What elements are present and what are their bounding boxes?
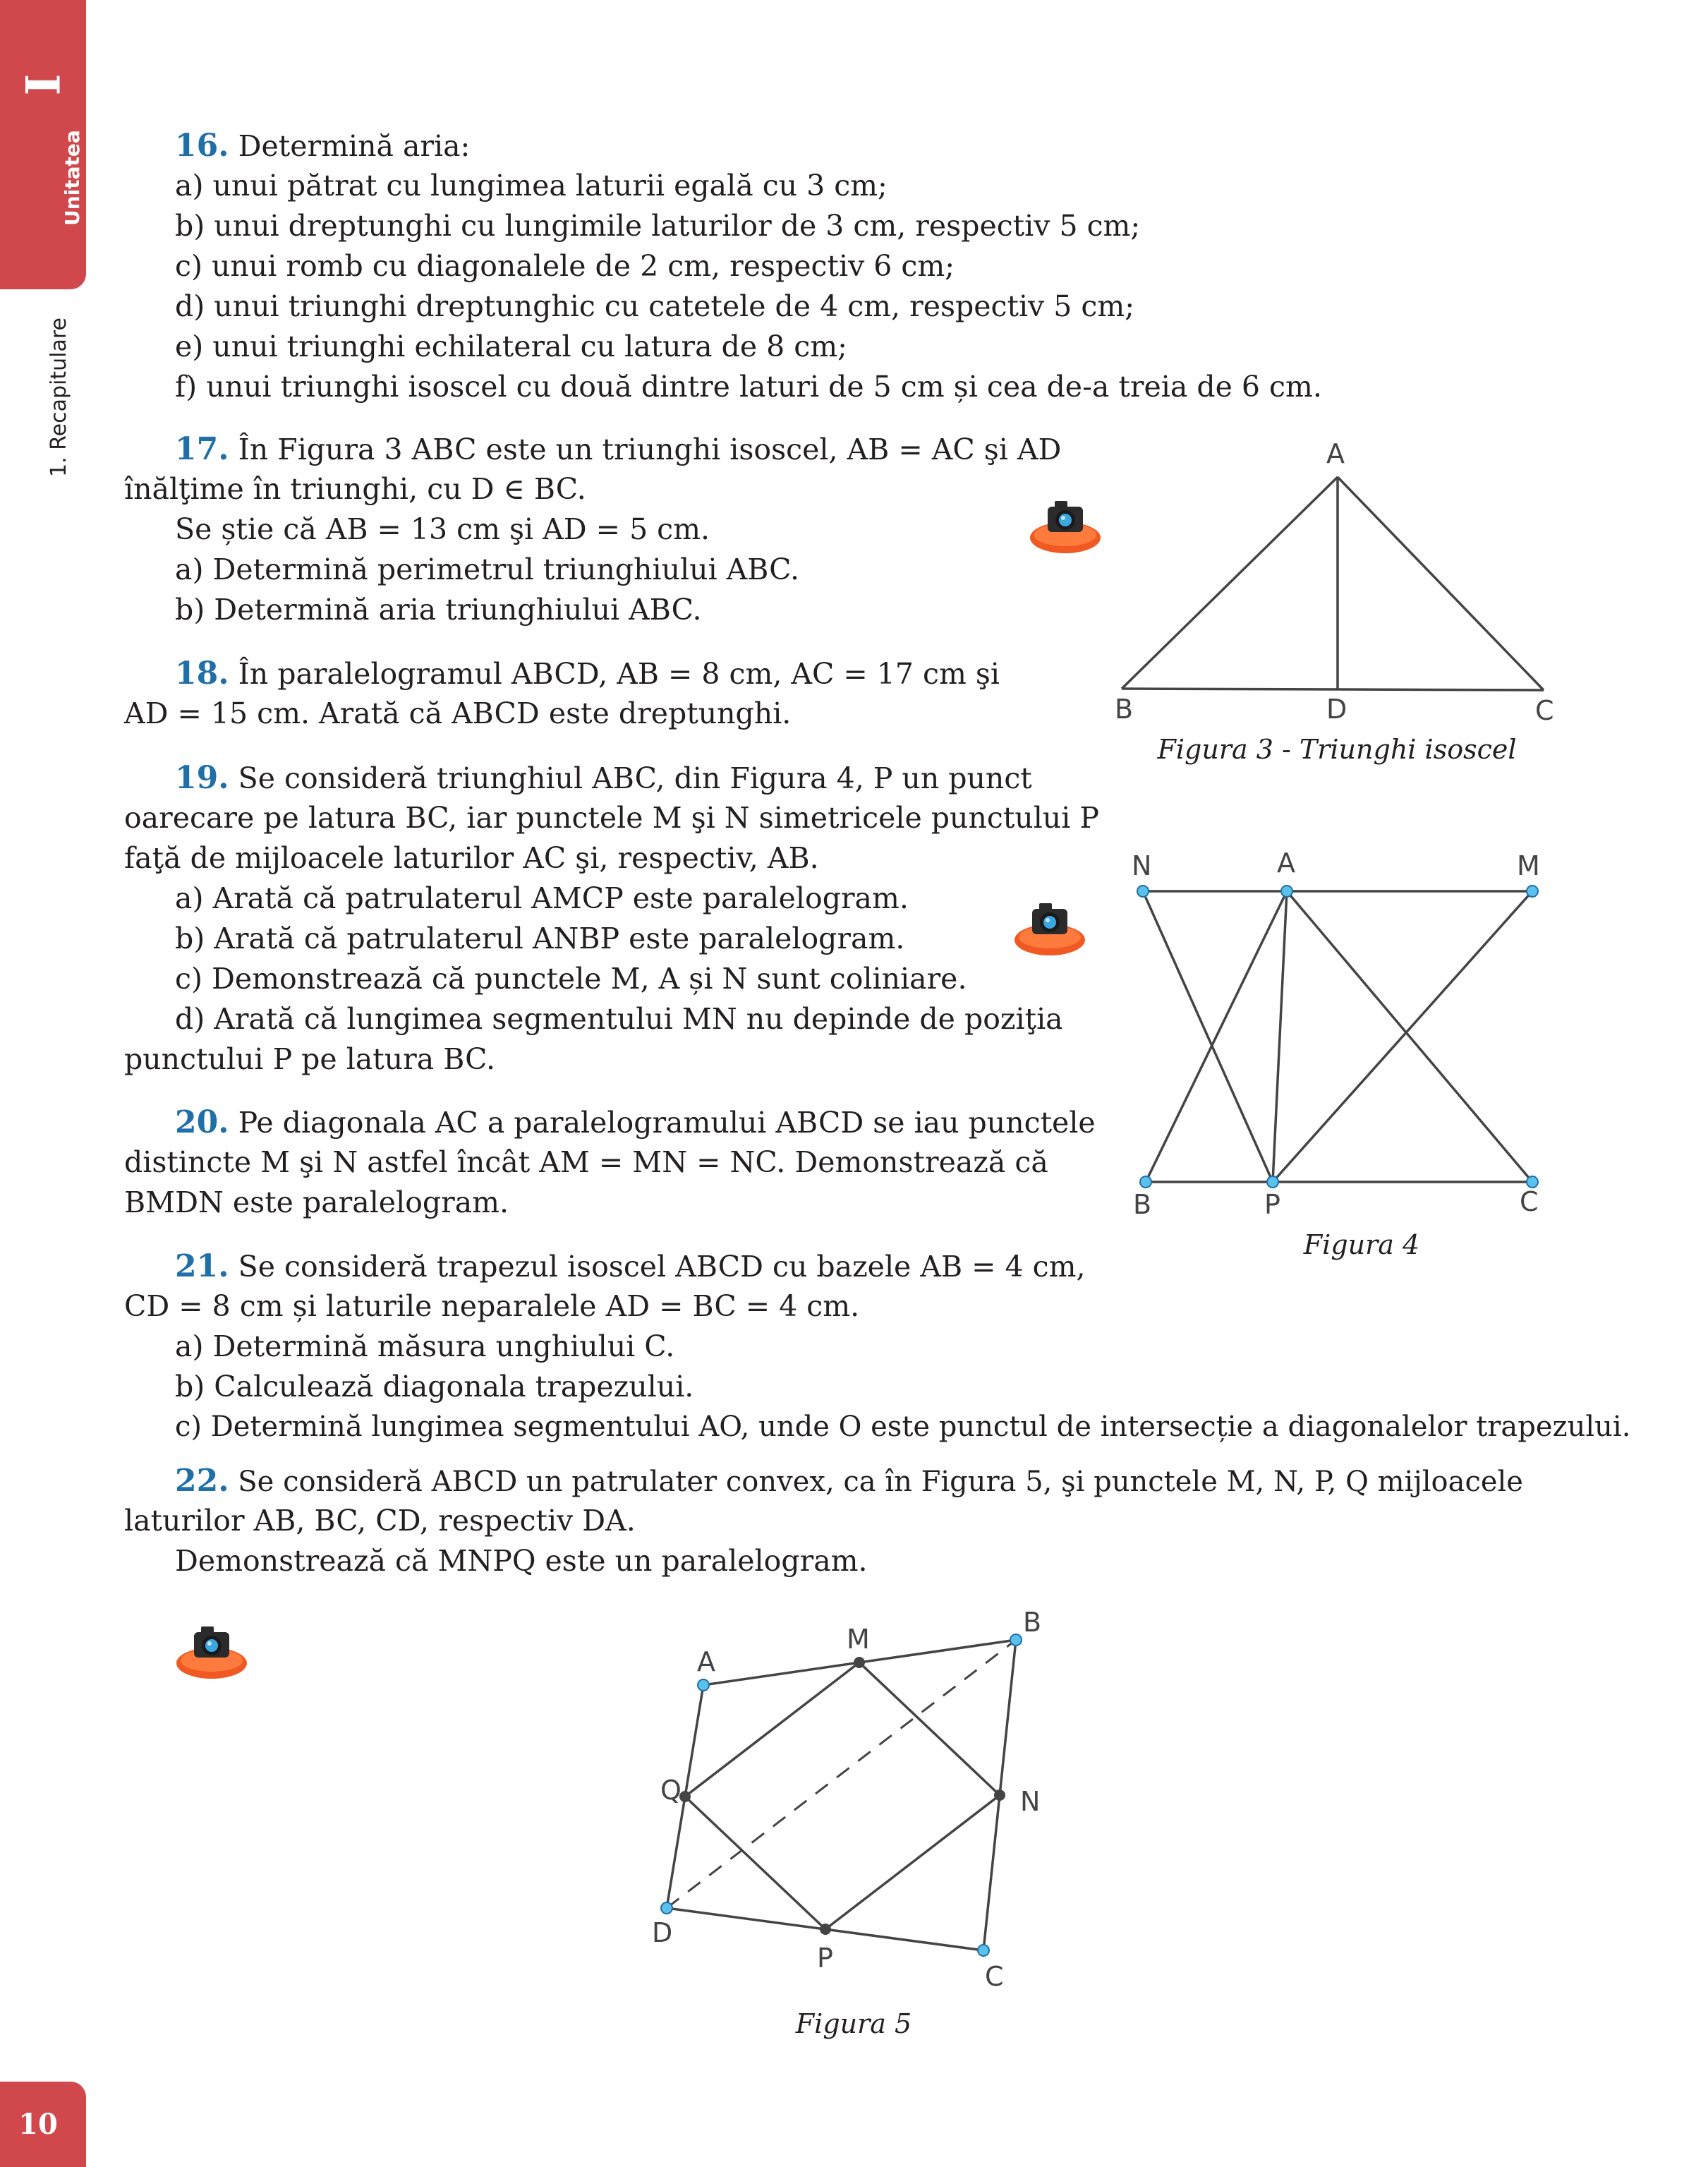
problem-text: Demonstrează că MNPQ este un paralelogram. — [175, 1544, 868, 1578]
problem-text: d) unui triunghi dreptunghic cu catetele de 4 cm, respectiv 5 cm; — [175, 289, 1135, 323]
figure-3-caption: Figura 3 - Triunghi isoscel — [1157, 734, 1517, 765]
problem-text: AD = 15 cm. Arată că ABCD este dreptunghi. — [124, 696, 792, 730]
problem-text: Determină aria: — [238, 129, 471, 163]
segment-pq — [685, 1797, 825, 1929]
problem-text: laturilor AB, BC, CD, respectiv DA. — [124, 1504, 636, 1538]
label-b: B — [1115, 694, 1134, 725]
problem-text: b) Determină aria triunghiului ABC. — [175, 593, 702, 627]
problem-text: În paralelogramul ABCD, AB = 8 cm, AC = 17 cm şi — [238, 657, 1000, 691]
problem-text: c) Demonstrează că punctele M, A și N sunt coliniare. — [175, 962, 967, 996]
label-d: D — [1326, 694, 1347, 725]
problem-text: oarecare pe latura BC, iar punctele M şi N simetricele punctului P — [124, 801, 1099, 835]
problem-text: c) Determină lungimea segmentului AO, unde O este punctul de intersecție a diagonalelor trapezului. — [175, 1411, 1631, 1443]
label-b: B — [1133, 1189, 1152, 1220]
point-p — [820, 1924, 831, 1935]
problem-text: În Figura 3 ABC este un triunghi isoscel, AB = AC şi AD — [238, 433, 1062, 466]
problem-text: a) Arată că patrulaterul AMCP este paralelogram. — [175, 881, 909, 915]
problem-text: faţă de mijloacele laturilor AC şi, respectiv, AB. — [124, 841, 819, 875]
problem-text: a) Determină măsura unghiului C. — [175, 1329, 675, 1363]
label-a: A — [1277, 847, 1295, 879]
point-m — [854, 1657, 865, 1668]
problem-number: 17. — [175, 431, 229, 467]
problem-text: înălţime în triunghi, cu D ∈ BC. — [124, 472, 586, 506]
problem-text: c) unui romb cu diagonalele de 2 cm, respectiv 6 cm; — [175, 249, 955, 283]
camera-icon[interactable] — [173, 1619, 250, 1683]
problem-number: 22. — [175, 1463, 229, 1499]
problem-text: b) Calculează diagonala trapezului. — [175, 1370, 694, 1404]
problem-number: 19. — [175, 760, 229, 796]
problem-text: b) Arată că patrulaterul ANBP este paralelogram. — [175, 922, 905, 955]
segment-np — [1143, 891, 1273, 1182]
problem-text: Se știe că AB = 13 cm şi AD = 5 cm. — [175, 512, 710, 546]
problem-text: b) unui dreptunghi cu lungimile laturilor de 3 cm, respectiv 5 cm; — [175, 209, 1141, 243]
segment-ac — [1338, 477, 1544, 690]
point-n — [1137, 886, 1149, 897]
point-b — [1010, 1634, 1022, 1646]
unit-label: Unitatea — [61, 130, 84, 226]
point-p — [1267, 1176, 1278, 1188]
label-a: A — [1326, 438, 1345, 469]
page-number: 10 — [18, 2108, 58, 2141]
figure-4-caption: Figura 4 — [1303, 1229, 1420, 1260]
problem-text: Se consideră ABCD un patrulater convex, ca în Figura 5, şi punctele M, N, P, Q mijloacele — [238, 1466, 1523, 1498]
segment-qm — [685, 1662, 859, 1797]
label-q: Q — [660, 1775, 682, 1806]
problem-number: 20. — [175, 1104, 229, 1140]
label-a: A — [697, 1646, 715, 1677]
problem-text: Se consideră trapezul isoscel ABCD cu bazele AB = 4 cm, — [238, 1250, 1086, 1284]
problem-text: d) Arată că lungimea segmentului MN nu depinde de poziţia — [175, 1002, 1063, 1036]
label-d: D — [652, 1917, 673, 1948]
segment-ac — [1287, 891, 1532, 1182]
segment-ap — [1273, 891, 1287, 1182]
label-c: C — [1520, 1186, 1539, 1217]
point-c — [978, 1945, 989, 1956]
figure-3-triangle — [1101, 423, 1580, 734]
label-n: N — [1132, 850, 1152, 881]
problem-text: e) unui triunghi echilateral cu latura de 8 cm; — [175, 330, 847, 363]
label-n: N — [1020, 1786, 1041, 1817]
point-a — [698, 1679, 709, 1691]
diagonal-db — [667, 1640, 1016, 1908]
segment-np — [825, 1795, 1000, 1929]
label-p: P — [817, 1943, 833, 1974]
label-c: C — [1535, 695, 1554, 726]
point-d — [661, 1902, 672, 1914]
camera-icon[interactable] — [1026, 494, 1104, 557]
figure-5-quadrilateral — [635, 1588, 1086, 1997]
point-a — [1281, 886, 1292, 897]
figure-4-diagram — [1108, 840, 1573, 1235]
point-n — [994, 1789, 1005, 1801]
segment-ab — [1122, 477, 1338, 689]
segment-mp — [1273, 891, 1532, 1182]
label-p: P — [1264, 1189, 1280, 1220]
point-m — [1527, 886, 1538, 897]
problem-text: a) Determină perimetrul triunghiului ABC. — [175, 553, 800, 586]
problem-text: distincte M şi N astfel încât AM = MN = NC. Demonstrează că — [124, 1145, 1048, 1179]
label-m: M — [847, 1624, 870, 1655]
problem-text: Se consideră triunghiul ABC, din Figura 4, P un punct — [238, 761, 1032, 795]
label-b: B — [1023, 1607, 1042, 1638]
problem-text: Pe diagonala AC a paralelogramului ABCD se iau punctele — [238, 1106, 1096, 1140]
figure-5-caption: Figura 5 — [795, 2008, 912, 2039]
problem-number: 16. — [175, 128, 229, 164]
problem-text: a) unui pătrat cu lungimea laturii egală cu 3 cm; — [175, 169, 888, 203]
segment-mn — [859, 1662, 1000, 1795]
unit-roman-numeral: I — [16, 73, 71, 96]
segment-bc — [1122, 689, 1544, 690]
problem-number: 21. — [175, 1248, 229, 1284]
problem-text: punctului P pe latura BC. — [124, 1042, 496, 1076]
problem-text: BMDN este paralelogram. — [124, 1185, 509, 1219]
point-b — [1140, 1176, 1151, 1188]
label-c: C — [985, 1961, 1004, 1992]
chapter-label: 1. Recapitulare — [47, 318, 71, 477]
camera-icon[interactable] — [1011, 896, 1089, 960]
label-m: M — [1517, 850, 1540, 881]
segment-ba — [1146, 891, 1287, 1182]
problem-text: CD = 8 cm și laturile neparalele AD = BC = 4 cm. — [124, 1289, 860, 1323]
problem-text: f) unui triunghi isoscel cu două dintre laturi de 5 cm și cea de-a treia de 6 cm. — [175, 370, 1322, 404]
problem-number: 18. — [175, 656, 229, 692]
